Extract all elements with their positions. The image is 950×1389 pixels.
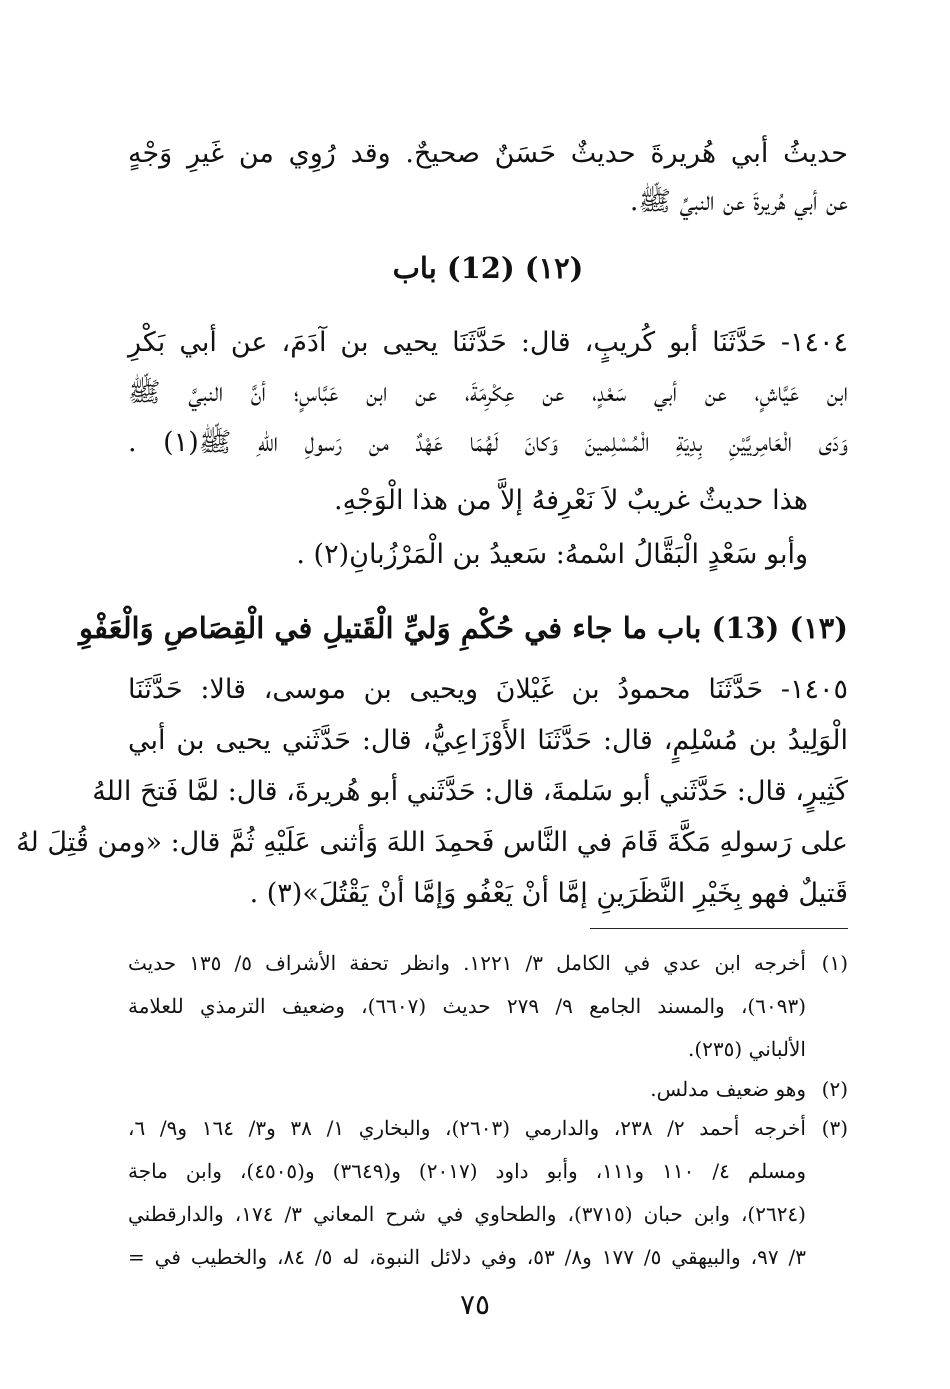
page-number: ٧٥ bbox=[459, 1288, 491, 1321]
footnote-number: (٣) bbox=[821, 1116, 848, 1140]
comment-line: هذا حديثٌ غريبٌ لاَ نَعْرِفهُ إلاَّ من هذا الْوَجْهِ. bbox=[334, 485, 808, 516]
footnote-number: (١) bbox=[821, 951, 848, 975]
intro-line: حديثُ أبي هُريرةَ حديثٌ حَسَنٌ صحيحٌ. وقد رُوِي من غَيرِ وَجْهٍ bbox=[128, 138, 848, 169]
footnote-line: (٢٦٢٤)، وابن حبان (٣٧١٥)، والطحاوي في شرح المعاني ٣/ ١٧٤، والدارقطني bbox=[128, 1202, 806, 1226]
footnote-line: وهو ضعيف مدلس. bbox=[650, 1077, 806, 1101]
hadith-line: على رَسولهِ مَكَّةَ قَامَ في النَّاس فَحمِدَ اللهَ وَأثنى عَلَيْهِ ثُمَّ قال: «ومن قُتِلَ لهُ bbox=[16, 827, 848, 858]
hadith-line: الْوَلِيدُ بن مُسْلِمٍ، قال: حَدَّثَنَا الأَوْزَاعِيُّ، قال: حَدَّثَني يحيى بن أبي bbox=[128, 725, 848, 756]
footnotes bbox=[128, 942, 848, 1279]
hadith-line: ابن عَيَّاشٍ، عن أبي سَعْدٍ، عن عِكْرِمَةَ، عن ابن عَبَّاسٍ؛ أنَّ النبيَّ ﷺ bbox=[128, 377, 848, 408]
hadith-comment bbox=[128, 474, 848, 582]
comment-line: وأبو سَعْدٍ الْبَقَّالُ اسْمهُ: سَعيدُ بن الْمَرْزُبانِ(٢) . bbox=[296, 539, 808, 570]
chapter-heading-12: (١٢) (12) باب bbox=[392, 251, 584, 285]
footnote-1 bbox=[128, 942, 848, 1071]
footnote-2 bbox=[128, 1071, 848, 1107]
hadith-line: كَثِيرٍ، قال: حَدَّثَني أبو سَلمةَ، قال: حَدَّثَني أبو هُريرةَ، قال: لمَّا فَتحَ اللهُ bbox=[92, 776, 848, 807]
hadith-line: ١٤٠٥- حَدَّثَنَا محمودُ بن غَيْلانَ ويحيى بن موسى، قالا: حَدَّثَنَا bbox=[128, 674, 848, 705]
chapter-heading-13: (١٣) (13) باب ما جاء في حُكْمِ وَليِّ الْقَتيلِ في الْقِصَاصِ وَالْعَفْوِ bbox=[79, 611, 848, 645]
hadith-1405 bbox=[16, 664, 848, 919]
hadith-line: وَدَى الْعَامِريَّيْنِ بِدِيَةِ الْمُسْلِمينَ وَكانَ لَهُمَا عَهْدٌ من رَسولِ اللهِ ﷺ(١) . bbox=[128, 427, 848, 458]
footnote-line: ومسلم ٤/ ١١٠ و١١١، وأبو داود (٢٠١٧) و(٣٦٤٩) و(٤٥٠٥)، وابن ماجة bbox=[128, 1159, 807, 1183]
footnote-3 bbox=[128, 1107, 848, 1279]
footnote-number: (٢) bbox=[821, 1077, 848, 1101]
footnote-separator bbox=[590, 928, 848, 929]
footnote-line: الألباني (٢٣٥). bbox=[688, 1037, 806, 1061]
footnote-line: ٣/ ٩٧، والبيهقي ٥/ ١٧٧ و٨/ ٥٣، وفي دلائل النبوة، له ٥/ ٨٤، والخطيب في = bbox=[128, 1245, 806, 1269]
footnote-line: أخرجه أحمد ٢/ ٢٣٨، والدارمي (٢٦٠٣)، والبخاري ١/ ٣٨ و٣/ ١٦٤ و٩/ ٦، bbox=[128, 1116, 806, 1140]
hadith-line: ١٤٠٤- حَدَّثَنَا أبو كُريبٍ، قال: حَدَّثَنَا يحيى بن آدَمَ، عن أبي بَكْرِ bbox=[128, 327, 848, 358]
hadith-1404 bbox=[128, 318, 848, 468]
intro-paragraph bbox=[128, 130, 848, 226]
footnote-line: (٦٠٩٣)، والمسند الجامع ٩/ ٢٧٩ حديث (٦٦٠٧)، وضعيف الترمذي للعلامة bbox=[128, 994, 806, 1018]
footnote-line: أخرجه ابن عدي في الكامل ٣/ ١٢٢١. وانظر تحفة الأشراف ٥/ ١٣٥ حديث bbox=[128, 951, 806, 975]
intro-line: عن أبي هُريرةَ عن النبيِّ ﷺ. bbox=[629, 186, 848, 217]
hadith-line: قَتيلٌ فهو بِخَيْرِ النَّظَرَينِ إمَّا أنْ يَعْفُو وَإمَّا أنْ يَقْتُلَ»(٣) . bbox=[249, 878, 848, 909]
